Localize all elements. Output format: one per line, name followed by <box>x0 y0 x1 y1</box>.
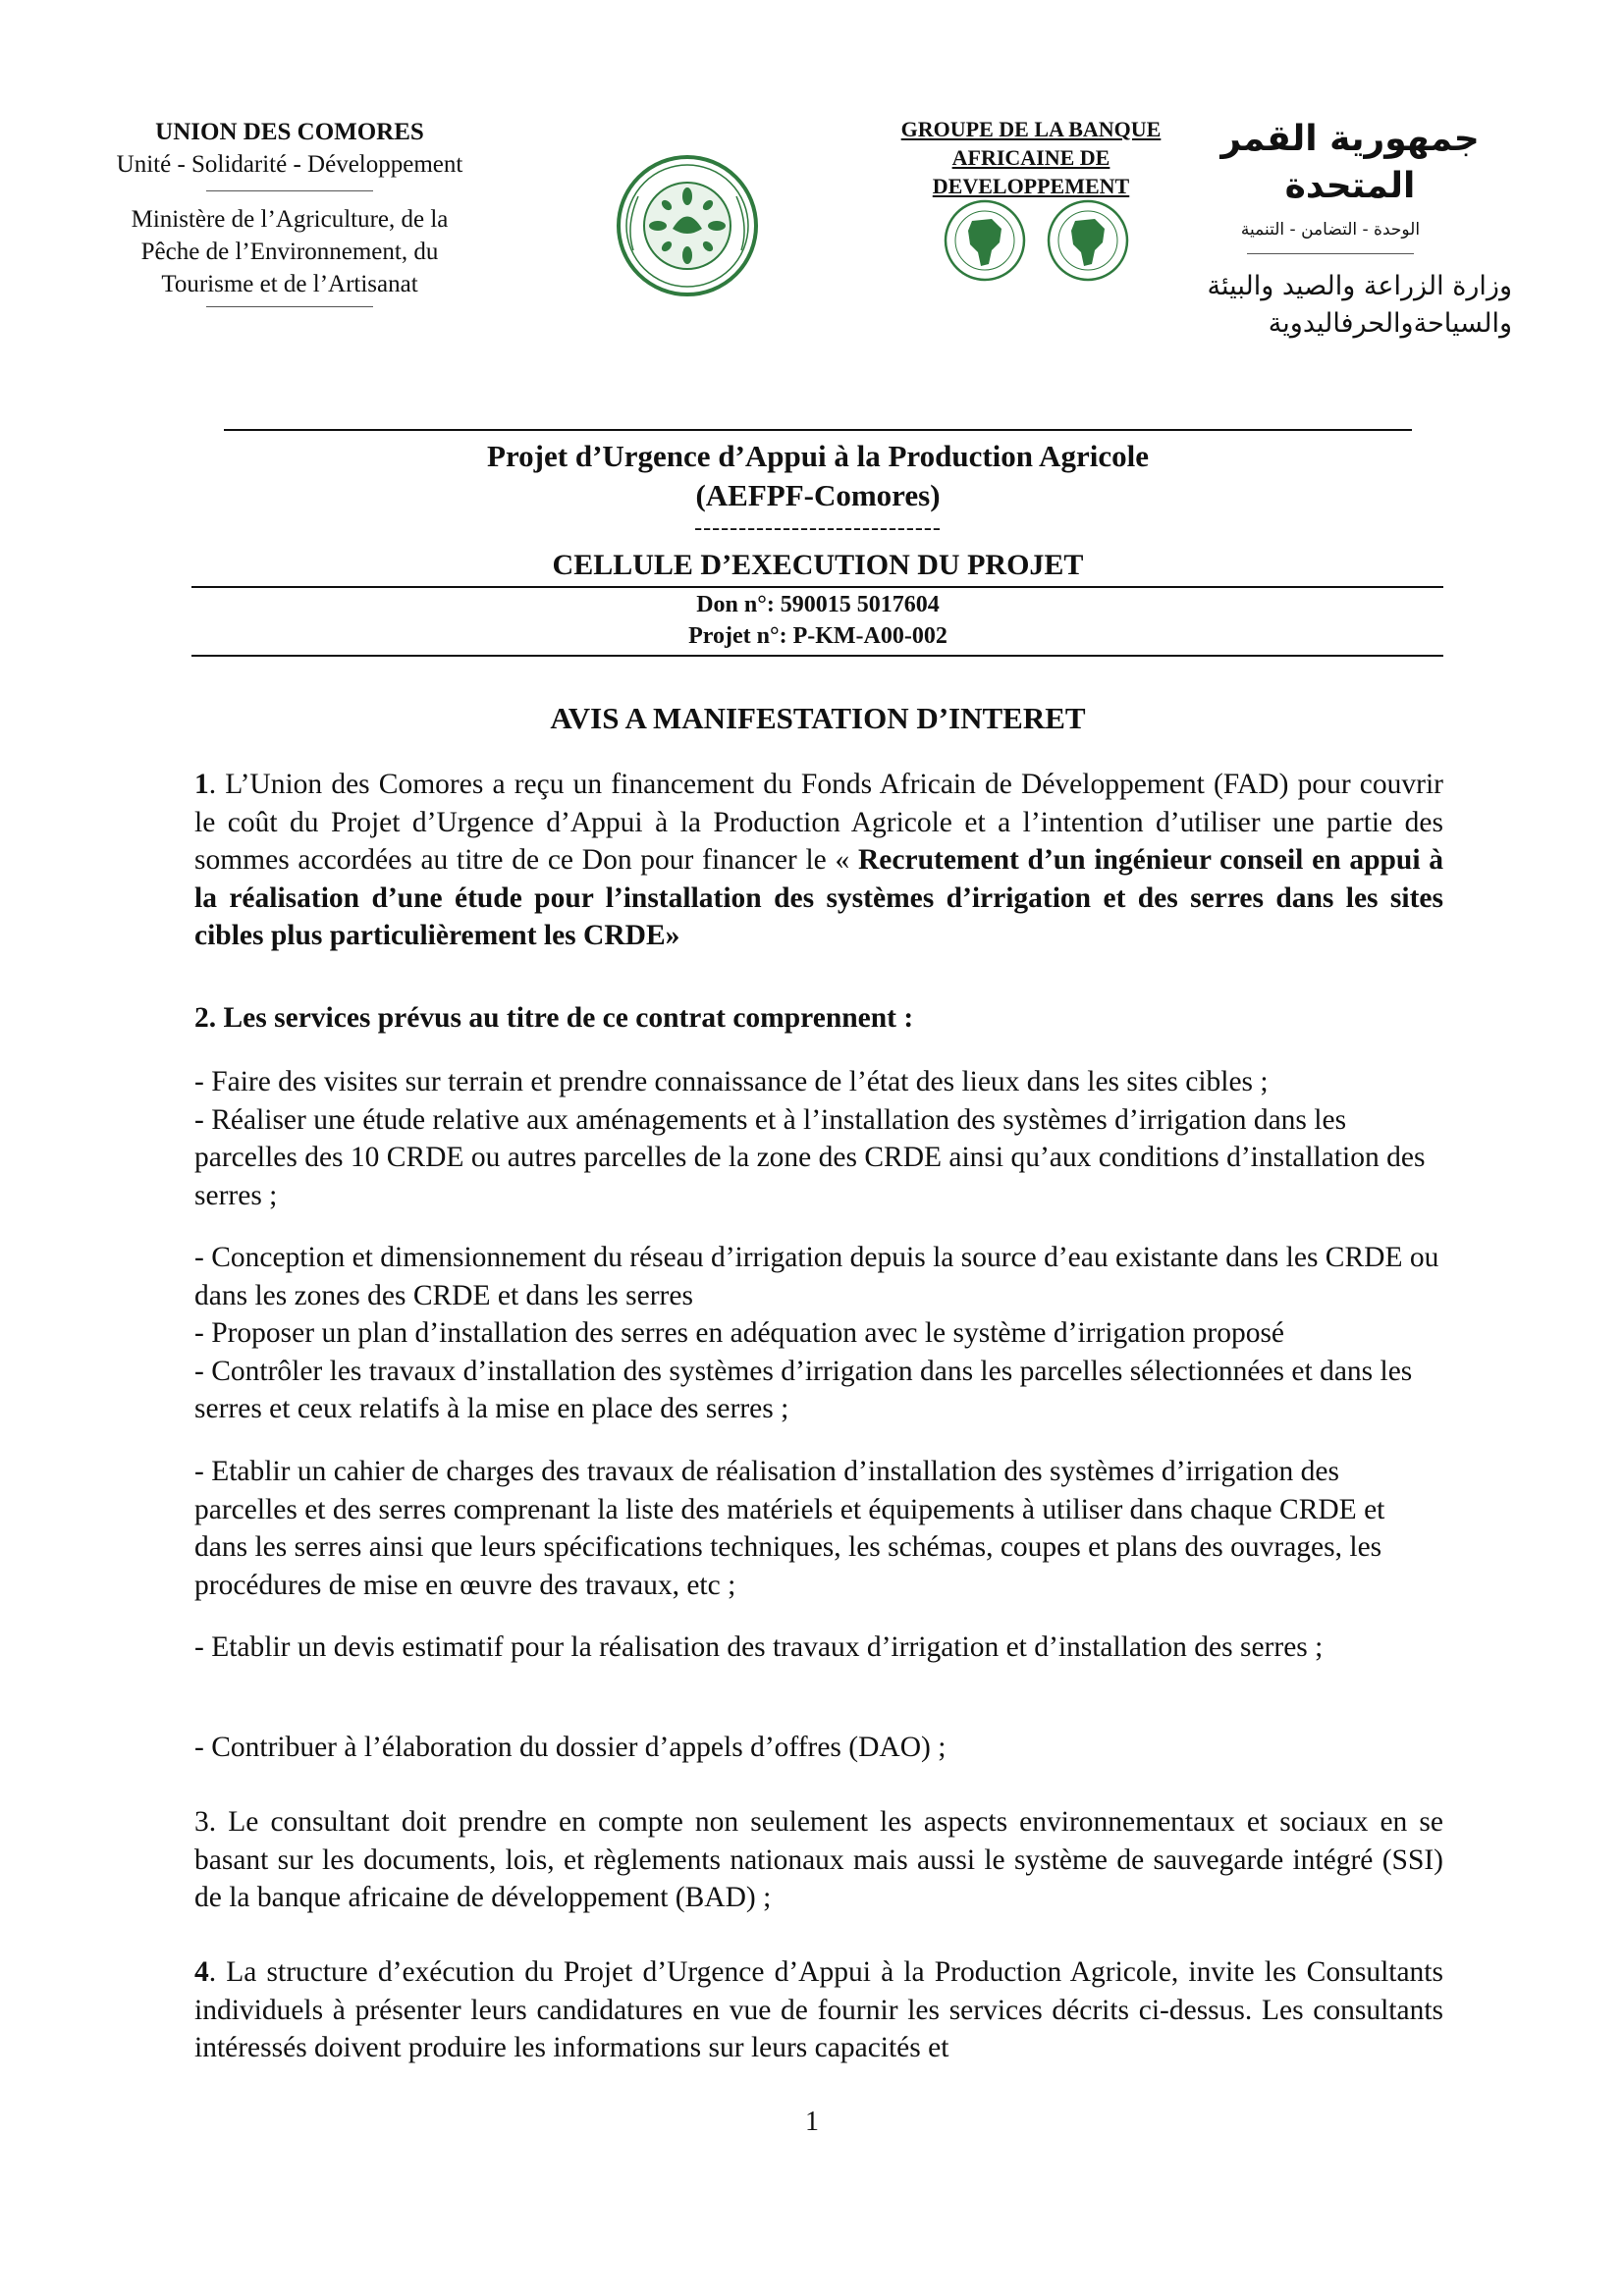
header-left <box>88 116 491 319</box>
divider <box>206 306 373 307</box>
arabic-motto: الوحدة - التضامن - التنمية <box>1240 220 1421 240</box>
service-item: - Contrôler les travaux d’installation des systèmes d’irrigation dans les parcelles sélectionnées et dans les serres et ceux relatifs à la mise en place des serres ; <box>194 1355 1413 1424</box>
page-number: 1 <box>805 2107 819 2137</box>
assignment-title: Recrutement d’un ingénieur conseil en appui à la réalisation d’une étude pour l’installation des systèmes d’irrigation et des serres dans les sites cibles plus particulièrement les CRDE» <box>194 844 1444 951</box>
reference-block <box>224 589 1412 652</box>
service-item: - Réaliser une étude relative aux aménagements et à l’installation des systèmes d’irrigation dans les parcelles des 10 CRDE ou autres parcelles de la zone des CRDE ainsi qu’aux conditions d’installation des serres ; <box>194 1103 1426 1211</box>
project-acronym: (AEFPF-Comores) <box>695 478 941 512</box>
afdf-logo-icon <box>1049 201 1127 280</box>
bank-name-line: AFRICAINE DE <box>951 145 1110 170</box>
bank-name <box>864 115 1198 200</box>
country-motto: Unité - Solidarité - Développement <box>116 151 463 178</box>
arabic-title: المتحدة <box>1284 166 1416 206</box>
paragraph-text: . L’Union des Comores a reçu un financement du Fonds Africain de Développement (FAD) pour couvrir le coût du Projet d’Urgence d’Appui à la Production Agricole et a l’intention d’utiliser une partie des sommes accordées au titre de ce Don pour financer le « <box>194 769 1443 876</box>
service-item: - Faire des visites sur terrain et prendre connaissance de l’état des lieux dans les sites cibles ; <box>194 1066 1269 1097</box>
header-right <box>1188 116 1512 343</box>
divider <box>206 190 373 191</box>
service-item: - Etablir un devis estimatif pour la réalisation des travaux d’irrigation et d’installation des serres ; <box>194 1631 1324 1663</box>
afdb-logo-icon <box>946 201 1024 280</box>
dash-separator: ---------------------------- <box>694 515 942 541</box>
service-item: - Proposer un plan d’installation des serres en adéquation avec le système d’irrigation proposé <box>194 1317 1285 1349</box>
paragraph-3: 3. Le consultant doit prendre en compte non seulement les aspects environnementaux et sociaux en se basant sur les documents, lois, et règlements nationaux mais aussi le système de sauvegarde intégré (SSI) de la banque africaine de développement (BAD) ; <box>194 1806 1443 1913</box>
services-list-2 <box>194 1239 1443 1428</box>
bank-name-line: GROUPE DE LA BANQUE <box>900 117 1162 141</box>
arabic-ministry-line: وزارة الزراعة والصيد والبيئة <box>1207 271 1512 301</box>
service-item: - Conception et dimensionnement du réseau d’irrigation depuis la source d’eau existante dans les CRDE ou dans les zones des CRDE et dans les serres <box>194 1242 1439 1311</box>
service-item: - Contribuer à l’élaboration du dossier d’appels d’offres (DAO) ; <box>194 1732 947 1763</box>
ministry-line: Tourisme et de l’Artisanat <box>161 271 418 297</box>
divider <box>1247 253 1414 254</box>
divider <box>224 429 1412 431</box>
arabic-title: جمهورية القمر <box>1220 119 1480 159</box>
ministry-line: Ministère de l’Agriculture, de la <box>131 206 449 233</box>
cell-title: CELLULE D’EXECUTION DU PROJET <box>552 549 1084 581</box>
don-number: Don n°: 590015 5017604 <box>696 592 940 617</box>
paragraph-4 <box>194 1953 1443 2067</box>
paragraph-text: . La structure d’exécution du Projet d’Urgence d’Appui à la Production Agricole, invite les Consultants individuels à présenter leurs candidatures en vue de fournir les services décrits ci-dessus. Les consultants intéressés doivent produire les informations sur leurs capacités et <box>194 1956 1443 2063</box>
project-title <box>224 437 1412 515</box>
project-number: Projet n°: P-KM-A00-002 <box>688 623 947 649</box>
bank-logos <box>941 196 1137 285</box>
paragraph-number: 4 <box>194 1956 209 1988</box>
project-title-line: Projet d’Urgence d’Appui à la Production Agricole <box>487 439 1149 473</box>
divider <box>191 586 1443 588</box>
ministry-line: Pêche de l’Environnement, du <box>140 239 439 265</box>
service-item: - Etablir un cahier de charges des travaux de réalisation d’installation des systèmes d’irrigation des parcelles et des serres comprenant la liste des matériels et équipements à utiliser dans chaque CRDE et dans les serres ainsi que leurs spécifications techniques, les schémas, coupes et plans des ouvrages, les procédures de mise en œuvre des travaux, etc ; <box>194 1456 1385 1601</box>
arabic-ministry-line: والسياحةوالحرفاليدوية <box>1268 308 1512 339</box>
country-name: UNION DES COMORES <box>155 119 424 145</box>
paragraph-number: 1 <box>194 769 209 800</box>
services-list-1 <box>194 1063 1443 1214</box>
paragraph-1 <box>194 766 1443 955</box>
notice-title: AVIS A MANIFESTATION D’INTERET <box>550 701 1086 735</box>
bank-name-line: DEVELOPPEMENT <box>932 174 1130 198</box>
divider <box>191 655 1443 657</box>
union-des-comores-seal-icon <box>614 152 761 299</box>
services-heading: 2. Les services prévus au titre de ce contrat comprennent : <box>194 1002 914 1034</box>
